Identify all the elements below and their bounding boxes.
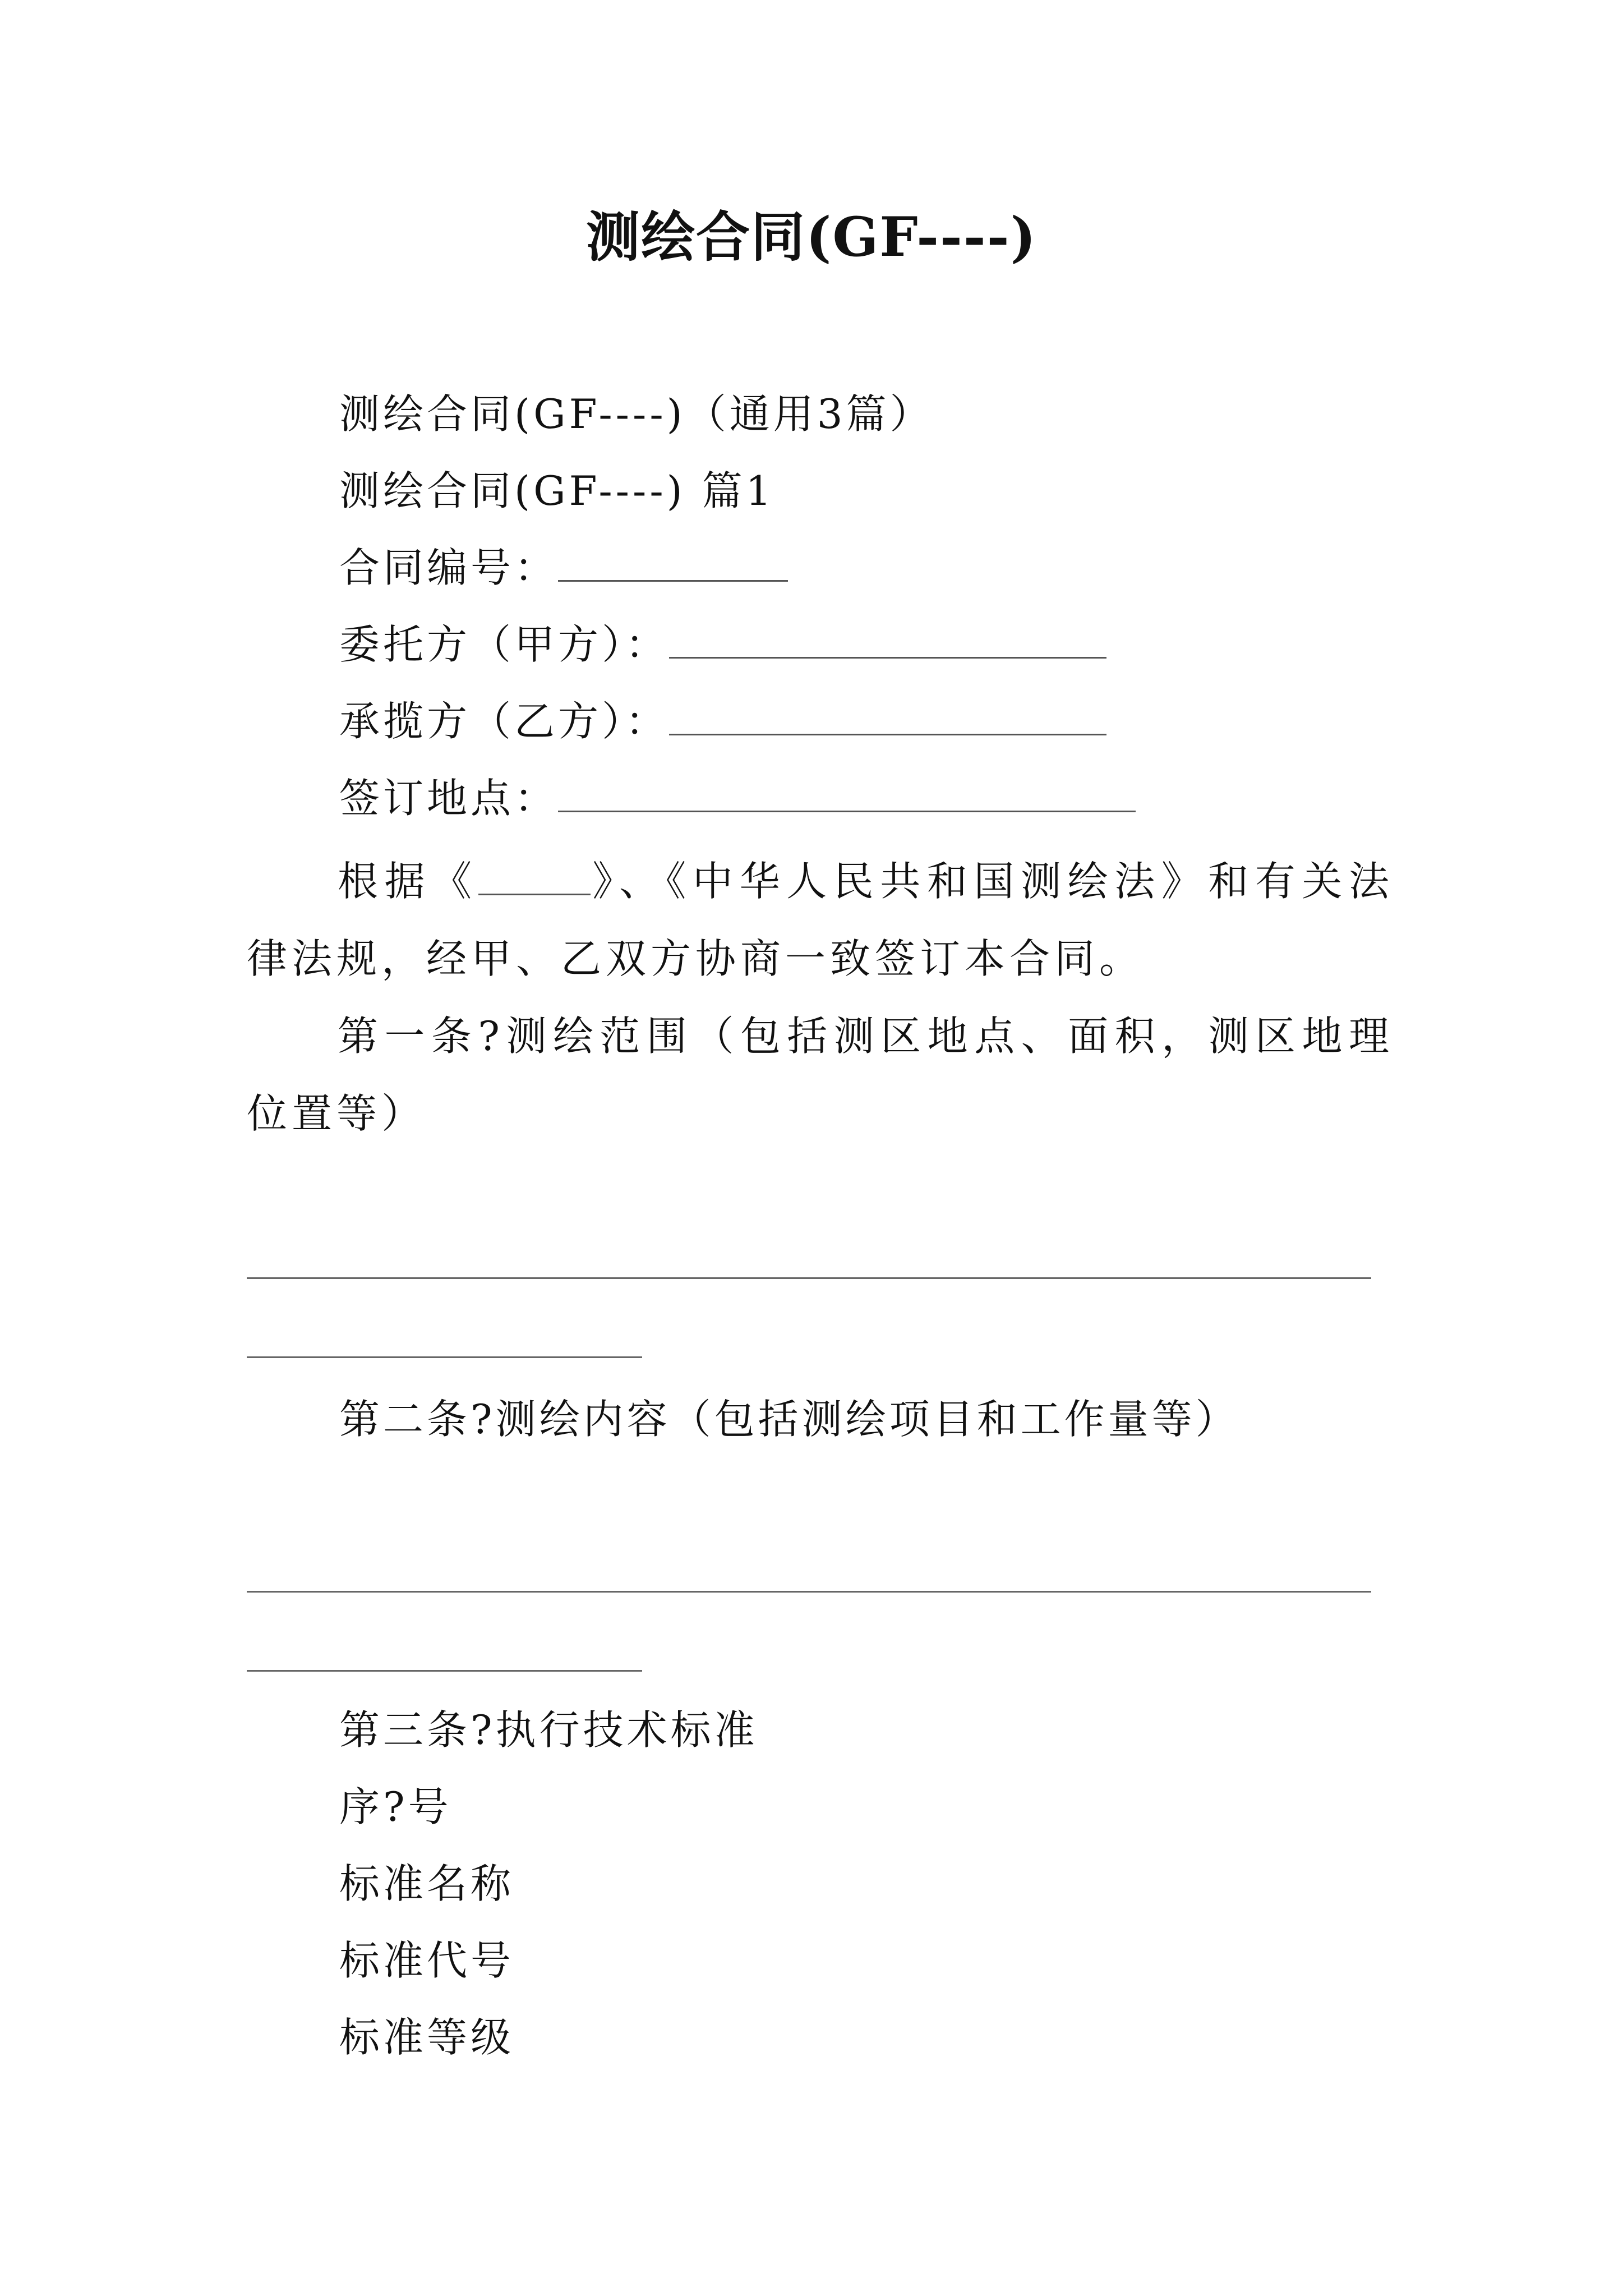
contract-number-label: 合同编号： (339, 544, 559, 591)
intro-text-after: 》、《中华人民共和国测绘法》和有关法律法规，经甲、乙双方协商一致签订本合同。 (247, 858, 1394, 982)
party-b-blank (669, 699, 1106, 735)
party-b-label: 承揽方（乙方）： (339, 698, 670, 745)
party-b-field (339, 693, 1106, 749)
table-header-standard-name: 标准名称 (339, 1860, 515, 1907)
document-subtitle: 测绘合同(GF----)（通用3篇） (339, 390, 934, 438)
section-heading: 测绘合同(GF----) 篇1 (339, 467, 775, 514)
article-2-fill-line-1 (247, 1591, 1371, 1593)
party-a-field (339, 616, 1106, 673)
article-2-fill-line-2 (247, 1670, 642, 1672)
intro-text-before: 根据《 (338, 858, 478, 905)
intro-paragraph (247, 843, 1394, 997)
contract-number-blank (558, 545, 788, 582)
law-name-blank (478, 859, 591, 895)
signing-place-field (339, 770, 1136, 826)
contract-number-field (339, 540, 788, 596)
signing-place-label: 签订地点： (339, 775, 559, 822)
document-title: 测绘合同(GF----) (585, 205, 1038, 269)
article-1: 第一条?测绘范围（包括测区地点、面积，测区地理位置等） (247, 1013, 1394, 1137)
table-header-standard-grade: 标准等级 (339, 2014, 515, 2061)
party-a-blank (669, 622, 1106, 659)
signing-place-blank (558, 776, 1136, 812)
table-header-serial: 序?号 (339, 1783, 452, 1830)
article-1-fill-line-2 (247, 1356, 642, 1358)
article-2: 第二条?测绘内容（包括测绘项目和工作量等） (339, 1396, 1239, 1443)
table-header-standard-code: 标准代号 (339, 1937, 515, 1984)
article-1-fill-line-1 (247, 1277, 1371, 1279)
party-a-label: 委托方（甲方）： (339, 621, 670, 668)
article-3: 第三条?执行技术标准 (339, 1706, 758, 1754)
